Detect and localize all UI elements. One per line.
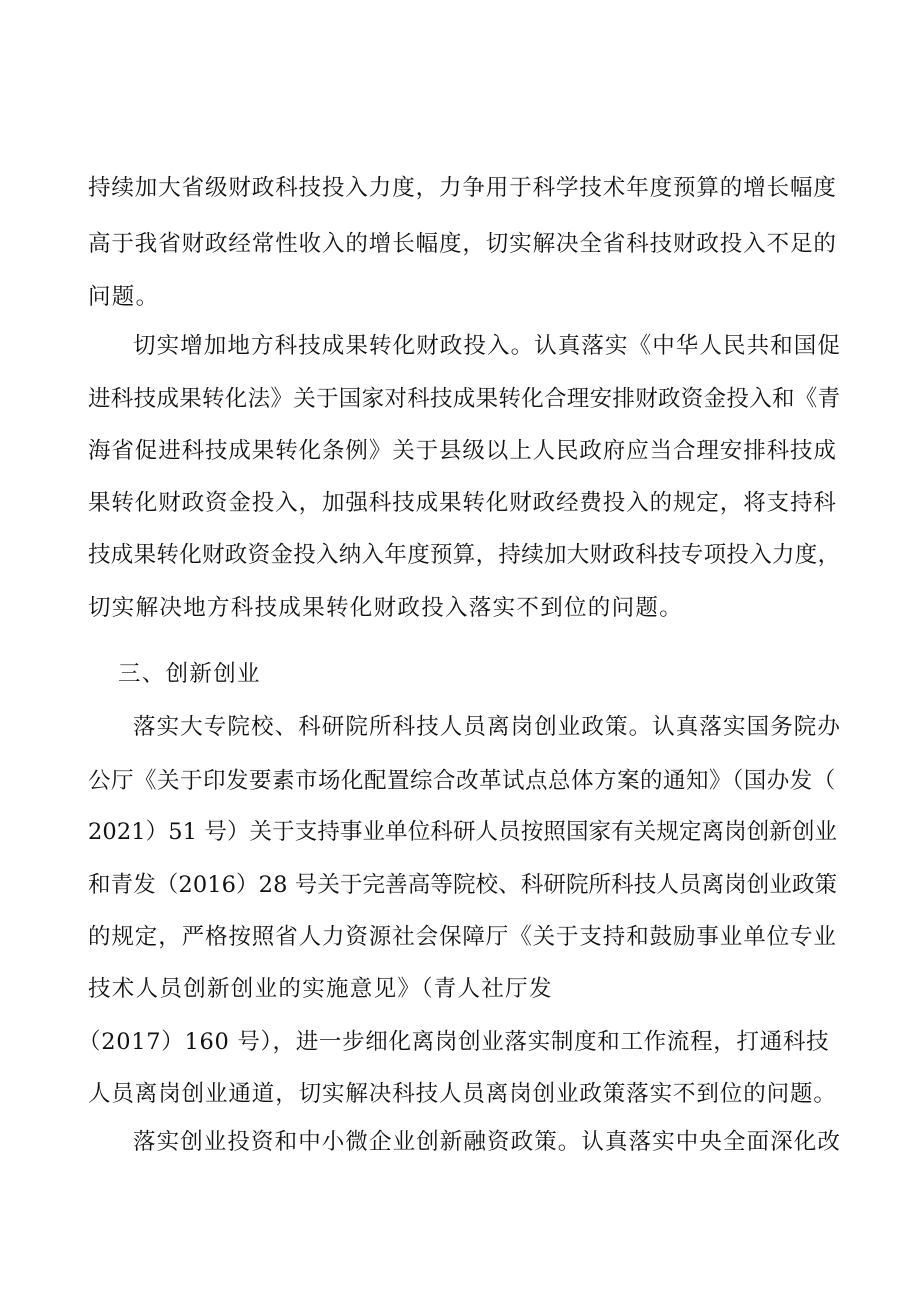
text-line: 高于我省财政经常性收入的增长幅度，切实解决全省科技财政投入不足的	[88, 231, 837, 257]
text-line: 公厅《关于印发要素市场化配置综合改革试点总体方案的通知》（国办发（	[88, 768, 836, 794]
text-line: 2021）51 号）关于支持事业单位科研人员按照国家有关规定离岗创新创业	[88, 819, 838, 845]
text-line: 落实创业投资和中小微企业创新融资政策。认真落实中央全面深化改	[133, 1129, 842, 1155]
text-line: 持续加大省级财政科技投入力度，力争用于科学技术年度预算的增长幅度	[88, 175, 837, 201]
text-line: （2017）160 号），进一步细化离岗创业落实制度和工作流程，打通科技	[78, 1029, 830, 1055]
text-line: 问题。	[88, 284, 160, 310]
text-line: 落实大专院校、科研院所科技人员离岗创业政策。认真落实国务院办	[133, 714, 842, 740]
section-heading: 三、创新创业	[118, 661, 261, 687]
text-line: 切实解决地方科技成果转化财政投入落实不到位的问题。	[88, 595, 684, 621]
text-line: 人员离岗创业通道，切实解决科技人员离岗创业政策落实不到位的问题。	[88, 1081, 837, 1107]
text-line: 海省促进科技成果转化条例》关于县级以上人民政府应当合理安排科技成	[88, 438, 837, 464]
text-line: 技术人员创新创业的实施意见》（青人社厅发	[88, 976, 553, 1002]
text-line: 技成果转化财政资金投入纳入年度预算，持续加大财政科技专项投入力度，	[88, 542, 841, 568]
text-line: 进科技成果转化法》关于国家对科技成果转化合理安排财政资金投入和《青	[88, 386, 841, 412]
text-line: 果转化财政资金投入，加强科技成果转化财政经费投入的规定，将支持科	[88, 490, 837, 516]
text-line: 的规定，严格按照省人力资源社会保障厅《关于支持和鼓励事业单位专业	[88, 924, 837, 950]
text-line: 切实增加地方科技成果转化财政投入。认真落实《中华人民共和国促	[133, 333, 842, 359]
text-line: 和青发（2016）28 号关于完善高等院校、科研院所科技人员离岗创业政策	[88, 872, 838, 898]
